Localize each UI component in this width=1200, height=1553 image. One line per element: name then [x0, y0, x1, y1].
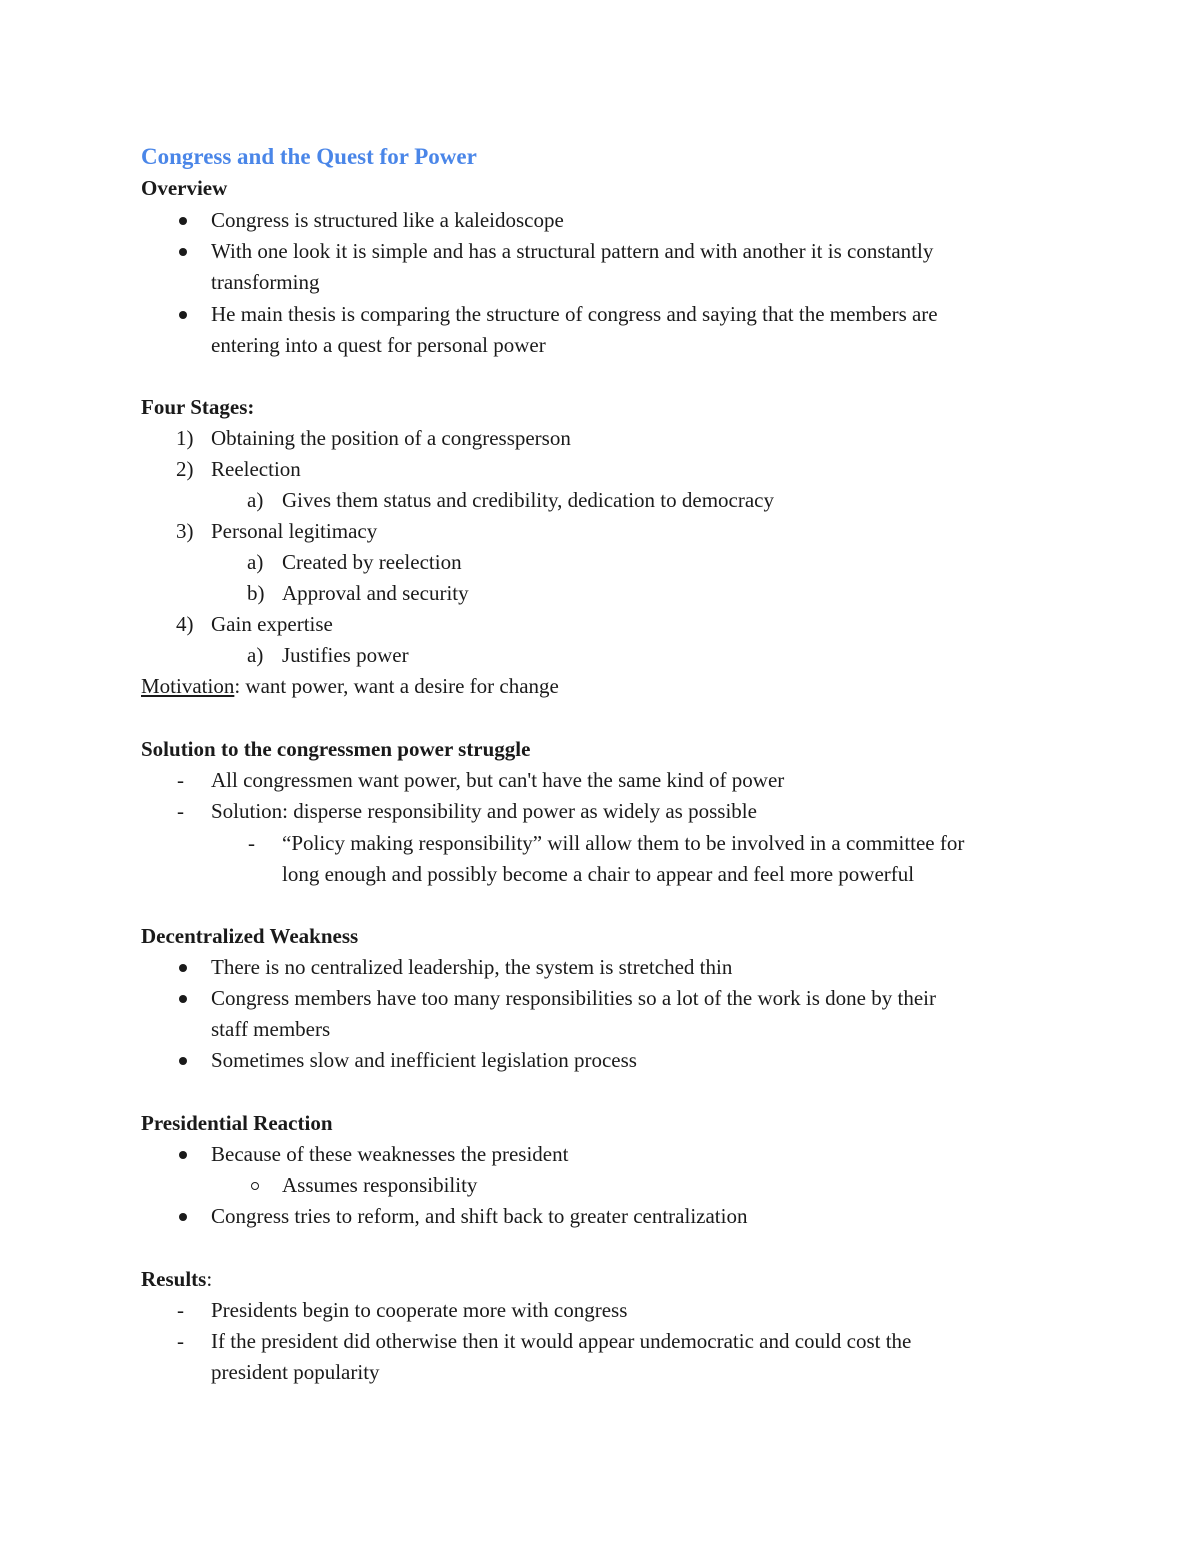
bullet-icon	[179, 1151, 187, 1159]
list-item-continuation: staff members	[211, 1017, 331, 1041]
motivation-label: Motivation	[141, 674, 235, 698]
decentralized-heading: Decentralized Weakness	[141, 924, 359, 948]
dash-marker: -	[177, 799, 184, 823]
results-heading: Results:	[141, 1267, 213, 1291]
bullet-icon	[179, 1213, 187, 1221]
list-marker: 2)	[176, 457, 194, 481]
motivation-line	[141, 671, 559, 702]
motivation-text: : want power, want a desire for change	[234, 674, 559, 698]
document-title: Congress and the Quest for Power	[141, 144, 477, 169]
bullet-icon	[179, 995, 187, 1003]
bullet-icon	[179, 217, 187, 225]
list-marker: 4)	[176, 612, 194, 636]
list-item-continuation: transforming	[211, 270, 320, 294]
solution-heading: Solution to the congressmen power struggle	[141, 737, 531, 761]
list-item-continuation: long enough and possibly become a chair to appear and feel more powerful	[282, 862, 915, 886]
document-page: Congress and the Quest for Power Overview Congress is structured like a kaleidoscope With one look it is simple and has a structural pattern and with another it is constantly transforming He main thesis is comparing the structure of congress and saying that the members are entering into a quest for personal power Four Stages: 1) Obtaining the position of a congressperson 2) Reelection a) Gives them status and credibility, dedication to democracy 3) Personal legitimacy a) Created by reelection b) Approval and security 4) Gain expertise a) Justifies power Motivation: want power, want a desire for change Solution to the congressmen power struggle - All congressmen want power, but can't have the same kind of power - Solution: disperse responsibility and power as widely as possible - “Policy making responsibility” will allow them to be involved in a committee for long enough and possibly become a chair to appear and feel more powerful Decentralized Weakness There is no centralized leadership, the system is stretched thin Congress members have too many responsibilities so a lot of the work is done by their staff members Sometimes slow and inefficient legislation process Presidential Reaction Because of these weaknesses the president Assumes responsibility Congress tries to reform, and shift back to greater centralization Results: - Presidents begin to cooperate more with congress - If the president did otherwise then it would appear undemocratic and could cost the president popularity	[0, 0, 1200, 1553]
bullet-icon	[179, 248, 187, 256]
list-marker: 3)	[176, 519, 194, 543]
bullet-icon	[179, 311, 187, 319]
list-marker: b)	[247, 581, 265, 605]
list-item-continuation: entering into a quest for personal power	[211, 333, 546, 357]
list-marker: a)	[247, 488, 264, 512]
list-marker: 1)	[176, 426, 194, 450]
dash-marker: -	[177, 1329, 184, 1353]
dash-marker: -	[248, 831, 255, 855]
dash-marker: -	[177, 768, 184, 792]
presidential-heading: Presidential Reaction	[141, 1111, 333, 1135]
list-item-continuation: president popularity	[211, 1360, 380, 1384]
dash-marker: -	[177, 1298, 184, 1322]
overview-heading: Overview	[141, 176, 228, 200]
four-stages-heading: Four Stages:	[141, 395, 255, 419]
bullet-icon	[179, 964, 187, 972]
hollow-bullet-icon	[251, 1182, 259, 1190]
list-marker: a)	[247, 550, 264, 574]
list-marker: a)	[247, 643, 264, 667]
bullet-icon	[179, 1057, 187, 1065]
